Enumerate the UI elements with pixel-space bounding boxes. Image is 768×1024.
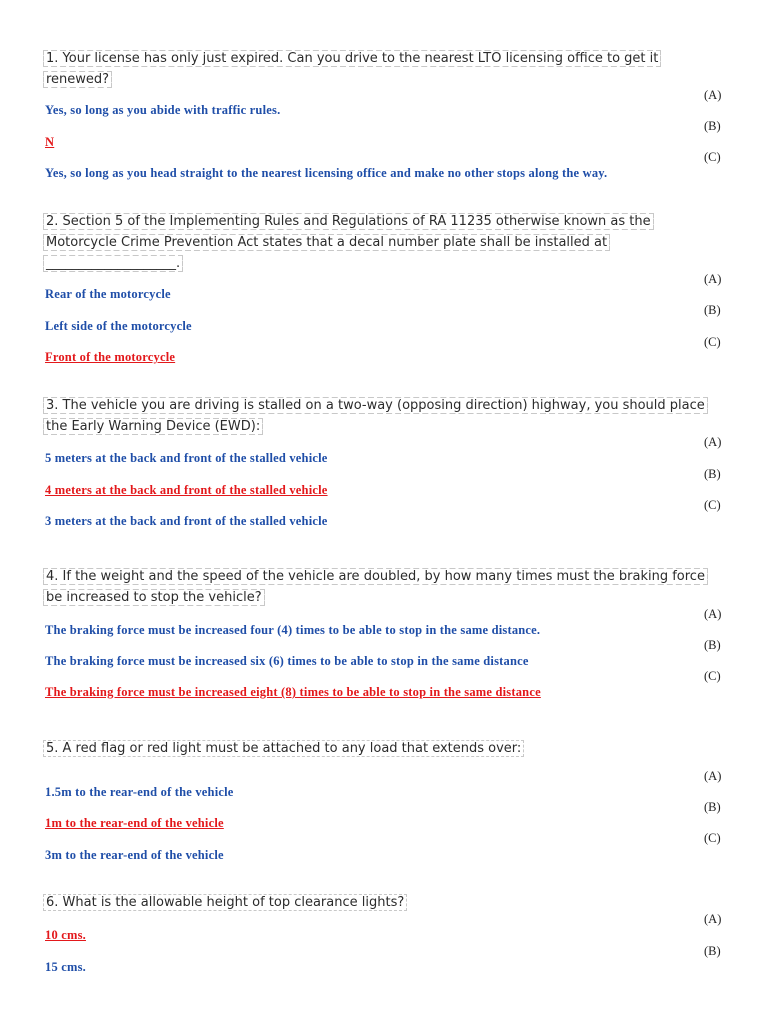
option-letter: (C) — [704, 831, 721, 845]
question-4 — [44, 566, 724, 610]
option-letter: (B) — [704, 303, 721, 317]
option-letter: (A) — [704, 435, 722, 449]
option-letter: (A) — [704, 607, 722, 621]
answer-option: The braking force must be increased four (4) times to be able to stop in the same distance. — [45, 623, 541, 637]
answer-option: 1.5m to the rear-end of the vehicle — [45, 785, 234, 799]
question-text: 2. Section 5 of the Implementing Rules and Regulations of RA 11235 otherwise known as the Motorcycle Crime Prevention Act states that a decal number plate shall be installed at ____________________. — [46, 214, 651, 271]
option-letter: (C) — [704, 498, 721, 512]
question-text: 3. The vehicle you are driving is stalled on a two-way (opposing direction) highway, you should place the Early Warning Device (EWD): — [46, 398, 705, 434]
question-text: 4. If the weight and the speed of the vehicle are doubled, by how many times must the braking force be increased to stop the vehicle? — [46, 569, 705, 605]
answer-option-correct: Front of the motorcycle — [45, 350, 176, 364]
option-letter: (A) — [704, 272, 722, 286]
answer-option: 3m to the rear-end of the vehicle — [45, 848, 224, 862]
answer-option-correct: The braking force must be increased eight (8) times to be able to stop in the same distance — [45, 685, 541, 699]
option-letter: (B) — [704, 638, 721, 652]
question-2 — [44, 211, 724, 276]
option-letter: (B) — [704, 800, 721, 814]
option-letter: (A) — [704, 912, 722, 926]
question-text: 6. What is the allowable height of top clearance lights? — [46, 895, 405, 910]
answer-option: Yes, so long as you head straight to the nearest licensing office and make no other stops along the way. — [45, 166, 608, 180]
answer-option: The braking force must be increased six (6) times to be able to stop in the same distance — [45, 654, 529, 668]
answer-option-correct: 10 cms. — [45, 928, 86, 942]
question-3 — [44, 395, 724, 439]
option-letter: (B) — [704, 119, 721, 133]
answer-option: Rear of the motorcycle — [45, 287, 171, 301]
answer-option: 3 meters at the back and front of the stalled vehicle — [45, 514, 328, 528]
option-letter: (C) — [704, 150, 721, 164]
option-letter: (B) — [704, 467, 721, 481]
option-letter: (B) — [704, 944, 721, 958]
option-letter: (C) — [704, 669, 721, 683]
answer-option: 5 meters at the back and front of the stalled vehicle — [45, 451, 328, 465]
option-letter: (A) — [704, 769, 722, 783]
option-letter: (C) — [704, 335, 721, 349]
question-text: 5. A red flag or red light must be attached to any load that extends over: — [46, 741, 522, 756]
question-6 — [44, 892, 724, 915]
question-1 — [44, 48, 724, 92]
option-letter: (A) — [704, 88, 722, 102]
question-text: 1. Your license has only just expired. Can you drive to the nearest LTO licensing office to get it renewed? — [46, 51, 659, 87]
answer-option: Left side of the motorcycle — [45, 319, 192, 333]
answer-option-correct: 4 meters at the back and front of the stalled vehicle — [45, 483, 328, 497]
answer-option-correct: N — [45, 135, 55, 149]
answer-option: 15 cms. — [45, 960, 86, 974]
answer-option: Yes, so long as you abide with traffic rules. — [45, 103, 281, 117]
answer-option-correct: 1m to the rear-end of the vehicle — [45, 816, 224, 830]
question-5 — [44, 738, 724, 761]
